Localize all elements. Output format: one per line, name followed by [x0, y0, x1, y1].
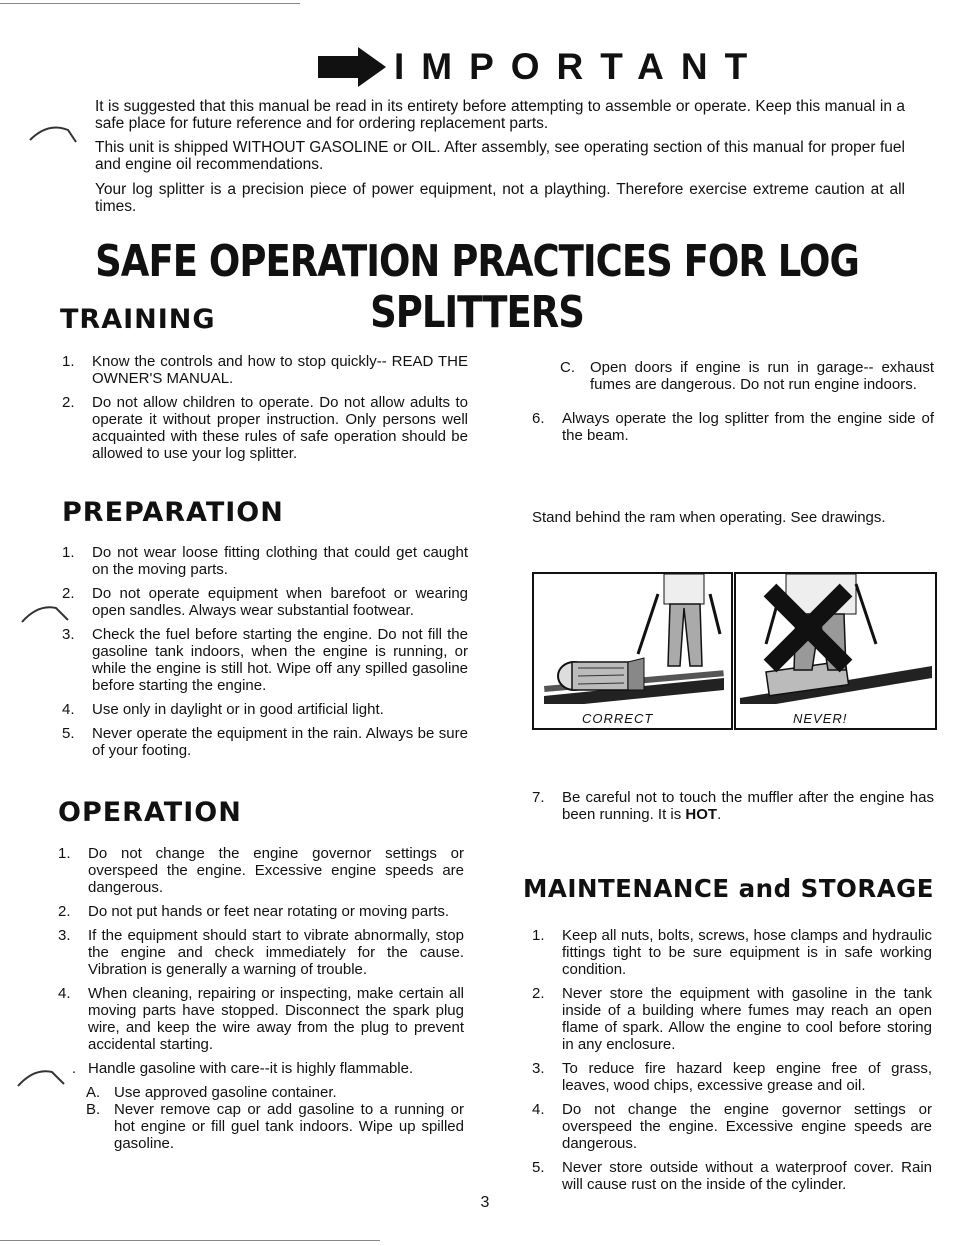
- operator-correct-illustration: [534, 574, 731, 704]
- list-item: 5. Never operate the equipment in the rain. Always be sure of your footing.: [62, 725, 468, 759]
- list-item: 3. Check the fuel before starting the engine. Do not fill the gasoline tank indoors, when the engine is running, or while the engine is still hot. Wipe off any spilled gasoline before starting the engine.: [62, 626, 468, 694]
- maintenance-list: [532, 927, 932, 1200]
- intro-paragraph: It is suggested that this manual be read in its entirety before attempting to assemble or operate. Keep this manual in a safe place for future reference and for ordering replacement parts.: [95, 98, 905, 132]
- list-item: A. Use approved gasoline container.: [86, 1084, 337, 1101]
- list-item: 1. Know the controls and how to stop quickly-- READ THE OWNER'S MANUAL.: [62, 353, 468, 387]
- training-list: [62, 353, 468, 469]
- list-item: 7. Be careful not to touch the muffler after the engine has been running. It is HOT.: [532, 789, 934, 823]
- list-item: 4. Do not change the engine governor settings or overspeed the engine. Excessive engine speeds are dangerous.: [532, 1101, 932, 1152]
- drawing-never: [734, 572, 937, 730]
- drawing-caption-correct: CORRECT: [582, 711, 654, 726]
- list-item: 2. Do not put hands or feet near rotating or moving parts.: [58, 903, 450, 920]
- bottom-scan-line: [0, 1240, 380, 1241]
- important-heading: [318, 44, 764, 90]
- list-item: 2. Do not operate equipment when barefoot or wearing open sandles. Always wear substantial footwear.: [62, 585, 468, 619]
- list-item: 1. Do not change the engine governor settings or overspeed the engine. Excessive engine speeds are dangerous.: [58, 845, 464, 896]
- stand-behind-note: Stand behind the ram when operating. See drawings.: [532, 509, 886, 526]
- list-item: 4. Use only in daylight or in good artificial light.: [62, 701, 384, 718]
- list-item: 1. Keep all nuts, bolts, screws, hose clamps and hydraulic fittings tight to be sure equipment is in safe working condition.: [532, 927, 932, 978]
- list-item: 5. Never store outside without a waterproof cover. Rain will cause rust on the inside of the cylinder.: [532, 1159, 932, 1193]
- operation-list: [58, 845, 464, 1159]
- intro-paragraph: Your log splitter is a precision piece of power equipment, not a plaything. Therefore exercise extreme caution at all times.: [95, 181, 905, 215]
- list-item: . Handle gasoline with care--it is highly flammable.: [71, 1060, 414, 1077]
- operating-drawings: [532, 572, 937, 728]
- list-item: 6. Always operate the log splitter from the engine side of the beam.: [532, 410, 934, 444]
- list-item: 4. When cleaning, repairing or inspecting, make certain all moving parts have stopped. Disconnect the spark plug wire, and keep the wire away from the plug to prevent accidental starting.: [58, 985, 464, 1053]
- never-cross-icon: [758, 578, 858, 678]
- important-title: IMPORTANT: [394, 46, 765, 87]
- section-heading-preparation: PREPARATION: [62, 497, 284, 528]
- top-scan-line: [0, 3, 300, 4]
- section-heading-maintenance: MAINTENANCE and STORAGE: [523, 874, 935, 903]
- section-heading-training: TRAINING: [60, 304, 216, 335]
- section-heading-operation: OPERATION: [58, 797, 242, 828]
- arrow-right-icon: [318, 47, 386, 87]
- list-item: 2. Do not allow children to operate. Do not allow adults to operate it without proper instruction. Only persons well acquainted with these rules of safe operation should be allowed to use your log splitter.: [62, 394, 468, 462]
- list-item: 3. If the equipment should start to vibrate abnormally, stop the engine and check immediately for the cause. Vibration is generally a warning of trouble.: [58, 927, 464, 978]
- list-item: B. Never remove cap or add gasoline to a running or hot engine or fill guel tank indoors. Wipe up spilled gasoline.: [86, 1101, 464, 1152]
- list-item: 3. To reduce fire hazard keep engine free of grass, leaves, wood chips, excessive grease and oil.: [532, 1060, 932, 1094]
- operation-list-continued: [532, 359, 934, 451]
- drawing-correct: [532, 572, 733, 730]
- margin-mark-icon: [28, 120, 80, 148]
- hot-emphasis: HOT: [685, 806, 718, 823]
- page-title: SAFE OPERATION PRACTICES FOR LOG SPLITTERS: [95, 236, 859, 338]
- list-item: C. Open doors if engine is run in garage-- exhaust fumes are dangerous. Do not run engine indoors.: [560, 359, 934, 393]
- preparation-list: [62, 544, 468, 766]
- intro-paragraph: This unit is shipped WITHOUT GASOLINE or OIL. After assembly, see operating section of this manual for proper fuel and engine oil recommendations.: [95, 139, 905, 173]
- list-item: 1. Do not wear loose fitting clothing that could get caught on the moving parts.: [62, 544, 468, 578]
- drawing-caption-never: NEVER!: [793, 711, 848, 726]
- page-number: 3: [480, 1194, 490, 1211]
- list-item: 2. Never store the equipment with gasoline in the tank inside of a building where fumes may reach an open flame of spark. Allow the engine to cool before storing in any enclosure.: [532, 985, 932, 1053]
